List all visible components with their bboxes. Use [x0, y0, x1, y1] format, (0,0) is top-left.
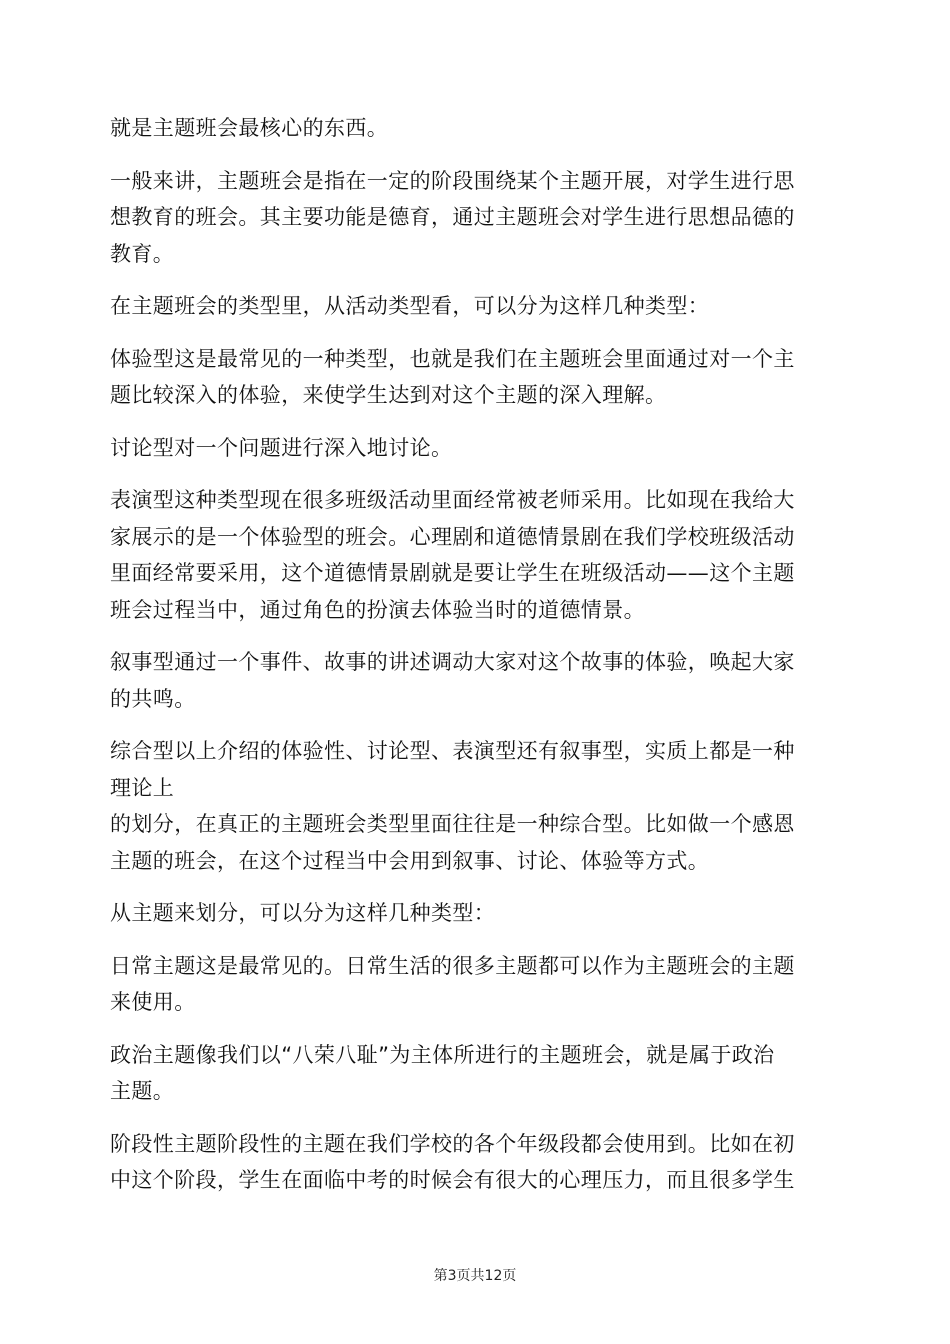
text-line: 一般来讲，主题班会是指在一定的阶段围绕某个主题开展，对学生进行思 — [110, 168, 795, 193]
text-line: 教育。 — [110, 241, 175, 266]
text-line: 想教育的班会。其主要功能是德育，通过主题班会对学生进行思想品德的 — [110, 205, 795, 229]
text-line: 日常主题这是最常见的。日常生活的很多主题都可以作为主题班会的主题 — [110, 953, 795, 978]
text-line: 阶段性主题阶段性的主题在我们学校的各个年级段都会使用到。比如在初 — [110, 1131, 795, 1156]
text-line: 表演型这种类型现在很多班级活动里面经常被老师采用。比如现在我给大 — [110, 488, 795, 512]
text-line: 主题。 — [110, 1079, 175, 1103]
text-line: 中这个阶段，学生在面临中考的时候会有很大的心理压力，而且很多学生 — [110, 1168, 795, 1192]
text-line: 里面经常要采用，这个道德情景剧就是要让学生在班级活动——这个主题 — [110, 561, 795, 585]
text-line: 讨论型对一个问题进行深入地讨论。 — [110, 435, 453, 460]
text-line: 综合型以上介绍的体验性、讨论型、表演型还有叙事型，实质上都是一种 — [110, 739, 795, 763]
paragraph — [110, 482, 836, 628]
paragraph — [110, 341, 836, 414]
paragraph — [110, 1126, 836, 1199]
text-line: 政治主题像我们以“八荣八耻”为主体所进行的主题班会，就是属于政治 — [110, 1042, 775, 1067]
text-line: 主题的班会，在这个过程当中会用到叙事、讨论、体验等方式。 — [110, 848, 710, 873]
body-text — [110, 110, 836, 1215]
text-line: 在主题班会的类型里，从活动类型看，可以分为这样几种类型： — [110, 294, 710, 318]
text-line: 的划分，在真正的主题班会类型里面往往是一种综合型。比如做一个感恩 — [110, 812, 795, 836]
paragraph — [110, 733, 836, 879]
text-line: 理论上 — [110, 775, 175, 800]
paragraph — [110, 895, 836, 932]
text-line: 家展示的是一个体验型的班会。心理剧和道德情景剧在我们学校班级活动 — [110, 524, 795, 549]
text-line: 题比较深入的体验，来使学生达到对这个主题的深入理解。 — [110, 383, 667, 407]
text-line: 的共鸣。 — [110, 686, 196, 711]
page-number: 第3页共12页 — [433, 1268, 517, 1284]
paragraph — [110, 644, 836, 717]
text-line: 就是主题班会最核心的东西。 — [110, 116, 389, 140]
text-line: 体验型这是最常见的一种类型，也就是我们在主题班会里面通过对一个主 — [110, 346, 795, 371]
paragraph — [110, 948, 836, 1021]
paragraph — [110, 163, 836, 273]
text-line: 来使用。 — [110, 990, 196, 1014]
paragraph — [110, 288, 836, 325]
paragraph — [110, 110, 836, 147]
paragraph — [110, 1037, 836, 1110]
paragraph — [110, 430, 836, 467]
text-line: 从主题来划分，可以分为这样几种类型： — [110, 901, 496, 925]
text-line: 叙事型通过一个事件、故事的讲述调动大家对这个故事的体验，唤起大家 — [110, 650, 795, 674]
text-line: 班会过程当中，通过角色的扮演去体验当时的道德情景。 — [110, 597, 645, 622]
